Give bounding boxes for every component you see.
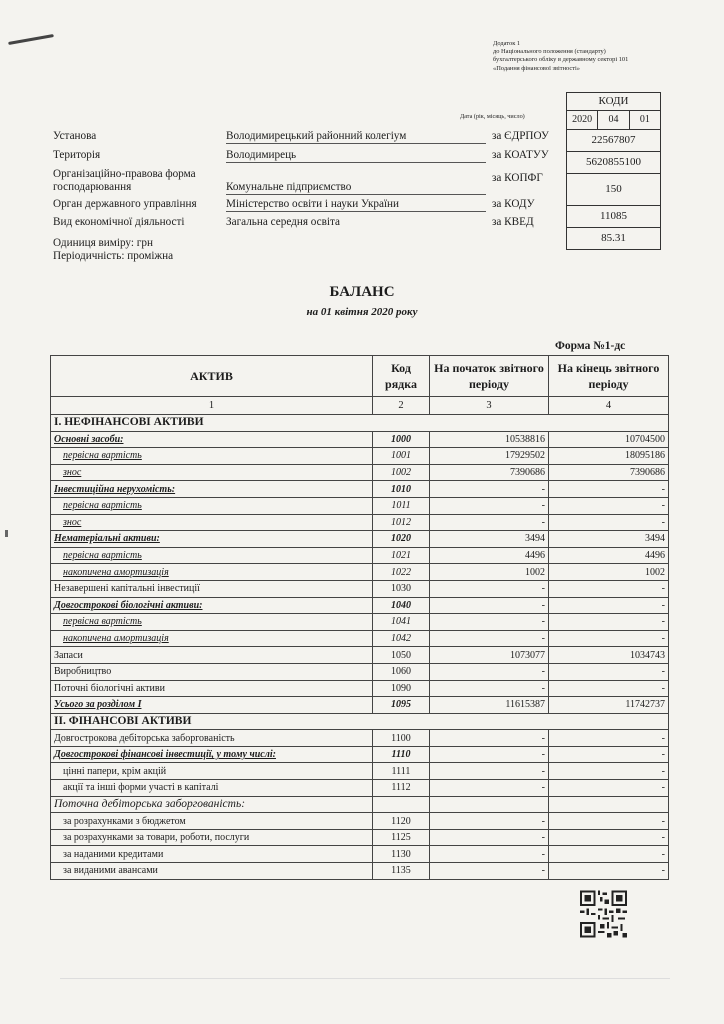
row-start-value: 11615387	[430, 697, 549, 714]
table-row	[51, 813, 669, 830]
info-label-legal-form: Організаційно-правова форма господарювання	[53, 168, 196, 193]
row-name-text: за наданими кредитами	[63, 848, 164, 860]
table-row	[51, 464, 669, 481]
periodicity-label: Періодичність: проміжна	[53, 250, 174, 262]
info-za-koatuu: за КОАТУУ	[492, 149, 549, 161]
row-end-value: -	[549, 763, 669, 780]
column-number-row	[51, 397, 669, 415]
row-end-value: 7390686	[549, 464, 669, 481]
row-name	[51, 647, 373, 664]
row-name-text: Виробництво	[54, 666, 112, 678]
document-title: БАЛАНС	[329, 284, 395, 300]
table-row	[51, 531, 669, 548]
row-name	[51, 680, 373, 697]
row-start-value: 10538816	[430, 431, 549, 448]
row-start-value: -	[430, 614, 549, 631]
row-name-text: первісна вартість	[63, 550, 142, 562]
row-name-text: Довгострокова дебіторська заборгованість	[54, 732, 235, 744]
row-start-value: 17929502	[430, 448, 549, 465]
row-code: 1011	[373, 497, 430, 514]
row-end-value: -	[549, 730, 669, 747]
row-end-value: -	[549, 780, 669, 797]
table-row	[51, 431, 669, 448]
row-name	[51, 448, 373, 465]
table-row	[51, 763, 669, 780]
table-row	[51, 614, 669, 631]
table-row	[51, 564, 669, 581]
info-value-activity: Загальна середня освіта	[226, 216, 340, 228]
col-number: 3	[430, 397, 549, 415]
section-title: І. НЕФІНАНСОВІ АКТИВИ	[51, 415, 669, 432]
row-code: 1090	[373, 680, 430, 697]
row-code: 1120	[373, 813, 430, 830]
row-name	[51, 846, 373, 863]
row-name-text: Поточна дебіторська заборгованість:	[54, 797, 246, 810]
row-name	[51, 580, 373, 597]
info-label-territory: Територія	[53, 149, 101, 161]
appendix-line: Додаток 1	[493, 40, 521, 47]
row-start-value: 1073077	[430, 647, 549, 664]
row-end-value: -	[549, 597, 669, 614]
row-name-text: Довгострокові біологічні активи:	[54, 599, 203, 611]
table-row	[51, 730, 669, 747]
row-start-value: -	[430, 813, 549, 830]
row-name	[51, 796, 373, 813]
balance-table	[50, 355, 669, 880]
row-end-value: -	[549, 863, 669, 880]
info-za-kodu: за КОДУ	[492, 198, 535, 210]
row-code	[373, 796, 430, 813]
table-row	[51, 597, 669, 614]
row-name-text: первісна вартість	[63, 500, 142, 512]
footer-divider	[60, 978, 670, 979]
table-row	[51, 514, 669, 531]
col-number: 1	[51, 397, 373, 415]
table-row	[51, 796, 669, 813]
row-start-value: -	[430, 481, 549, 498]
row-code: 1022	[373, 564, 430, 581]
row-start-value: -	[430, 597, 549, 614]
table-row	[51, 846, 669, 863]
date-year: 2020	[567, 111, 598, 129]
row-start-value: -	[430, 780, 549, 797]
info-value-territory: Володимирець	[226, 149, 486, 163]
section-header-row	[51, 713, 669, 730]
codes-title: КОДИ	[567, 93, 660, 111]
row-name-text: Нематеріальні активи:	[54, 533, 160, 545]
row-code: 1060	[373, 663, 430, 680]
header-asset: АКТИВ	[51, 356, 373, 397]
form-number: Форма №1-дс	[555, 340, 626, 352]
row-end-value: 18095186	[549, 448, 669, 465]
row-name	[51, 597, 373, 614]
row-name-text: первісна вартість	[63, 450, 142, 462]
row-start-value: -	[430, 863, 549, 880]
date-day: 01	[639, 114, 650, 125]
row-name	[51, 497, 373, 514]
appendix-line: до Національного положення (стандарту)	[493, 48, 606, 56]
row-code: 1110	[373, 746, 430, 763]
info-value-institution: Володимирецький районний колегіум	[226, 130, 486, 144]
table-row	[51, 663, 669, 680]
row-start-value: -	[430, 730, 549, 747]
row-start-value: 4496	[430, 547, 549, 564]
row-name-text: первісна вартість	[63, 616, 142, 628]
table-row	[51, 647, 669, 664]
table-row	[51, 547, 669, 564]
row-code: 1041	[373, 614, 430, 631]
row-start-value	[430, 796, 549, 813]
row-code: 1040	[373, 597, 430, 614]
row-name-text: Усього за розділом І	[54, 699, 142, 711]
row-start-value: -	[430, 763, 549, 780]
row-end-value: -	[549, 663, 669, 680]
row-code: 1001	[373, 448, 430, 465]
row-name	[51, 863, 373, 880]
date-label: Дата (рік, місяць, число)	[460, 113, 525, 120]
row-end-value	[549, 796, 669, 813]
code-koatuu: 5620855100	[567, 152, 660, 174]
appendix-line: «Подання фінансової звітності»	[493, 64, 580, 72]
row-name-text: акції та інші форми участі в капіталі	[63, 782, 219, 794]
row-name	[51, 481, 373, 498]
row-name	[51, 663, 373, 680]
info-za-edrpou: за ЄДРПОУ	[492, 130, 549, 142]
info-value-authority: Міністерство освіти і науки України	[226, 198, 486, 212]
info-za-kopfg: за КОПФГ	[492, 172, 543, 184]
code-kodu: 11085	[567, 206, 660, 228]
row-name	[51, 547, 373, 564]
row-code: 1020	[373, 531, 430, 548]
row-start-value: -	[430, 680, 549, 697]
row-end-value: 10704500	[549, 431, 669, 448]
row-start-value: -	[430, 497, 549, 514]
row-end-value: -	[549, 580, 669, 597]
header-code: Код рядка	[373, 356, 430, 397]
row-start-value: -	[430, 746, 549, 763]
row-name-text: накопичена амортизація	[63, 566, 169, 578]
row-name-text: цінні папери, крім акцій	[63, 765, 167, 777]
table-row	[51, 780, 669, 797]
appendix-line: бухгалтерського обліку в державному секторі 101	[493, 56, 629, 64]
document-subtitle: на 01 квітня 2020 року	[306, 306, 418, 318]
header-end: На кінець звітного періоду	[549, 356, 669, 397]
row-start-value: -	[430, 663, 549, 680]
row-end-value: -	[549, 481, 669, 498]
codes-box	[566, 92, 661, 250]
row-name-text: Довгострокові фінансові інвестиції, у тому числі:	[54, 749, 276, 761]
row-end-value: -	[549, 829, 669, 846]
info-za-kved: за КВЕД	[492, 216, 534, 228]
info-label-authority: Орган державного управління	[53, 198, 197, 210]
row-code: 1095	[373, 697, 430, 714]
row-name	[51, 763, 373, 780]
unit-label: Одиниця виміру: грн	[53, 237, 153, 249]
row-start-value: 7390686	[430, 464, 549, 481]
scan-dot	[5, 530, 8, 537]
row-name	[51, 531, 373, 548]
row-name	[51, 431, 373, 448]
header-start: На початок звітного періоду	[430, 356, 549, 397]
row-end-value: -	[549, 846, 669, 863]
row-name-text: знос	[63, 516, 82, 528]
table-row	[51, 448, 669, 465]
row-name-text: Запаси	[54, 649, 83, 661]
info-value-legal-form: Комунальне підприємство	[226, 181, 486, 195]
row-start-value: -	[430, 580, 549, 597]
row-end-value: -	[549, 614, 669, 631]
info-label-activity: Вид економічної діяльності	[53, 216, 185, 228]
table-row	[51, 863, 669, 880]
row-end-value: -	[549, 813, 669, 830]
row-code: 1050	[373, 647, 430, 664]
row-code: 1012	[373, 514, 430, 531]
code-kopfg: 150	[567, 174, 660, 206]
code-edrpou: 22567807	[567, 130, 660, 152]
date-row	[567, 111, 660, 130]
row-name	[51, 780, 373, 797]
row-code: 1130	[373, 846, 430, 863]
row-end-value: -	[549, 497, 669, 514]
row-end-value: 3494	[549, 531, 669, 548]
row-code: 1042	[373, 630, 430, 647]
row-name-text: Інвестиційна нерухомість:	[54, 483, 176, 495]
row-name	[51, 730, 373, 747]
info-label-institution: Установа	[53, 130, 97, 142]
row-end-value: 4496	[549, 547, 669, 564]
row-name-text: Поточні біологічні активи	[54, 682, 165, 694]
col-number: 4	[549, 397, 669, 415]
row-name-text: Основні засоби:	[54, 433, 124, 445]
row-end-value: -	[549, 514, 669, 531]
row-end-value: -	[549, 630, 669, 647]
row-code: 1002	[373, 464, 430, 481]
row-start-value: -	[430, 846, 549, 863]
row-start-value: -	[430, 514, 549, 531]
row-code: 1021	[373, 547, 430, 564]
row-start-value: -	[430, 829, 549, 846]
row-name	[51, 614, 373, 631]
appendix-note	[493, 40, 628, 73]
row-name-text: за виданими авансами	[63, 865, 158, 877]
code-kved: 85.31	[601, 232, 626, 244]
row-code: 1112	[373, 780, 430, 797]
table-row	[51, 680, 669, 697]
row-name	[51, 746, 373, 763]
row-code: 1111	[373, 763, 430, 780]
row-name	[51, 829, 373, 846]
row-name-text: знос	[63, 467, 82, 479]
row-name	[51, 514, 373, 531]
row-code: 1030	[373, 580, 430, 597]
row-code: 1125	[373, 829, 430, 846]
table-row	[51, 580, 669, 597]
row-name-text: накопичена амортизація	[63, 633, 169, 645]
section-header-row	[51, 415, 669, 432]
row-code: 1000	[373, 431, 430, 448]
row-end-value: -	[549, 680, 669, 697]
row-name-text: за розрахунками з бюджетом	[63, 815, 186, 827]
table-row	[51, 697, 669, 714]
row-name	[51, 630, 373, 647]
row-end-value: -	[549, 746, 669, 763]
pen-mark	[8, 34, 54, 45]
row-code: 1135	[373, 863, 430, 880]
table-row	[51, 497, 669, 514]
section-title: ІІ. ФІНАНСОВІ АКТИВИ	[51, 713, 669, 730]
date-month: 04	[598, 111, 629, 129]
table-row	[51, 829, 669, 846]
table-row	[51, 746, 669, 763]
row-name	[51, 564, 373, 581]
row-end-value: 11742737	[549, 697, 669, 714]
row-code: 1010	[373, 481, 430, 498]
row-end-value: 1002	[549, 564, 669, 581]
row-name	[51, 813, 373, 830]
row-name	[51, 464, 373, 481]
qr-code-icon	[580, 887, 627, 941]
row-start-value: 3494	[430, 531, 549, 548]
row-end-value: 1034743	[549, 647, 669, 664]
row-start-value: -	[430, 630, 549, 647]
col-number: 2	[373, 397, 430, 415]
table-row	[51, 630, 669, 647]
row-code: 1100	[373, 730, 430, 747]
row-name	[51, 697, 373, 714]
row-start-value: 1002	[430, 564, 549, 581]
row-name-text: Незавершені капітальні інвестиції	[54, 583, 200, 595]
table-row	[51, 481, 669, 498]
row-name-text: за розрахунками за товари, роботи, послуги	[63, 832, 250, 844]
